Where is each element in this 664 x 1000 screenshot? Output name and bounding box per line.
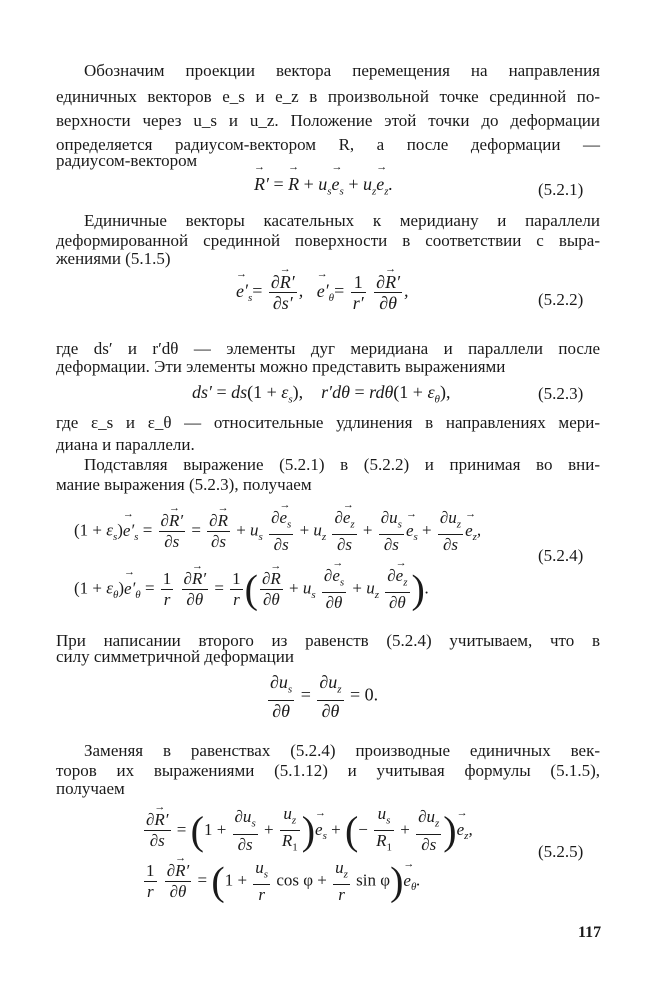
- equation-number: (5.2.1): [538, 180, 584, 199]
- equation-5-2-4-line-1: $(1 + \varepsilon_s)\to e'_s$ = $\frac{\partial\to R'}{\partial s}$ = $\frac{\partial\to R}{\partial s}$ + $u_s$ $\frac{\partial\to e_s}{\partial s}$ + $u_z$ $\frac{\partial\to e_z}{\partial s}$ + $\frac{\partial u_s}{\partial s}$ → $e_s$ + $\frac{\partial u_z}{\partial s}$ → $e_z$,: [74, 508, 481, 555]
- equation-number: (5.2.5): [538, 842, 584, 861]
- text-line-16: [56, 646, 600, 668]
- line-text: получаем: [56, 779, 125, 798]
- text-line-10: [56, 356, 600, 378]
- text-line-3: [56, 110, 600, 132]
- line-text: Заменяя в равенствах (5.2.4) производные единичных век-: [84, 741, 600, 760]
- line-text: где ε_s и ε_θ — относительные удлинения в направлениях мери-: [56, 413, 600, 432]
- equation-5-2-4-line-2: $(1 + \varepsilon_\theta)\to e'_\theta$ = $\frac{1}{r}$ $\frac{\partial\to R'}{\partial\theta}$ = $\frac{1}{r}$ ( $\frac{\partial\to R}{\partial\theta}$ + $u_s$ $\frac{\partial\to e_s}{\partial\theta}$ + $u_z$ $\frac{\partial\to e_z}{\partial\theta}$ ).: [74, 566, 429, 613]
- text-line-17: [56, 740, 600, 762]
- line-text: торов их выражениями (5.1.12) и учитывая формулы (5.1.5),: [56, 761, 600, 780]
- line-text: радиусом-вектором: [56, 151, 198, 170]
- line-text: деформации. Эти элементы можно представить выражениями: [56, 357, 506, 376]
- equation-5-2-5-line-1: $\frac{\partial\to R'}{\partial s}$ = (1 + $\frac{\partial u_s}{\partial s}$ + $\frac{u_z}{R_1}$ )→ $e_s$ + (− $\frac{u_s}{R_1}$ + $\frac{\partial u_z}{\partial s}$ )→ $e_z$,: [142, 804, 473, 858]
- line-text: Единичные векторы касательных к меридиану и параллели: [84, 211, 600, 230]
- line-text: Обозначим проекции вектора перемещения на направления: [84, 61, 600, 80]
- text-line-6: [56, 210, 600, 232]
- text-line-1: [56, 60, 600, 82]
- equation-5-2-5-line-2: $\frac{1}{r}$ $\frac{\partial\to R'}{\partial\theta}$ = (1 + $\frac{u_s}{r}$ cos φ + $\frac{u_z}{r}$ $\sin \varphi)\to e_\theta$.: [142, 858, 421, 905]
- equation-5-2-3: $ds' = ds(1 + \varepsilon_s)$, $r'd\theta = rd\theta(1 + \varepsilon_\theta)$,: [192, 382, 451, 406]
- line-text: мание выражения (5.2.3), получаем: [56, 475, 312, 494]
- line-text: силу симметричной деформации: [56, 647, 294, 666]
- line-text: диана и параллели.: [56, 435, 195, 454]
- line-text: определяется радиусом-вектором R, а после деформации —: [56, 135, 600, 154]
- text-line-5: [56, 150, 600, 172]
- equation-number: (5.2.3): [538, 384, 584, 403]
- text-line-14: [56, 474, 600, 496]
- line-text: единичных векторов e_s и e_z в произвольной точке срединной по-: [56, 87, 600, 106]
- text-line-19: [56, 778, 600, 800]
- text-line-2: [56, 86, 600, 108]
- text-line-11: [56, 412, 600, 434]
- text-line-12: [56, 434, 600, 456]
- equation-number: (5.2.2): [538, 290, 584, 309]
- text-line-13: [56, 454, 600, 476]
- line-text: деформированной срединной поверхности в соответствии с выра-: [56, 231, 600, 250]
- equation-5-2-2: → $e'_s=$ $\frac{\partial\to R'}{\partial s'}$ , → $e'_\theta=$ $\frac{1}{r'}$ $\frac{\partial\to R'}{\partial\theta}$ ,: [236, 272, 409, 313]
- line-text: При написании второго из равенств (5.2.4) учитываем, что в: [56, 631, 600, 650]
- line-text: верхности через u_s и u_z. Положение этой точки до деформации: [56, 111, 600, 130]
- text-line-8: [56, 248, 600, 270]
- equation-number: (5.2.4): [538, 546, 584, 565]
- line-text: жениями (5.1.5): [56, 249, 171, 268]
- equation-symmetry: $\frac{\partial u_s}{\partial\theta}$ = $\frac{\partial u_z}{\partial\theta}$ = 0.: [270, 672, 379, 721]
- line-text: Подставляя выражение (5.2.1) в (5.2.2) и принимая во вни-: [84, 455, 600, 474]
- line-text: где ds′ и r′dθ — элементы дуг меридиана и параллели после: [56, 339, 600, 358]
- page-number: 117: [578, 924, 602, 941]
- equation-5-2-1: → R′ = → $R + u_s\to e_s + u_z\to e_z$.: [254, 174, 393, 198]
